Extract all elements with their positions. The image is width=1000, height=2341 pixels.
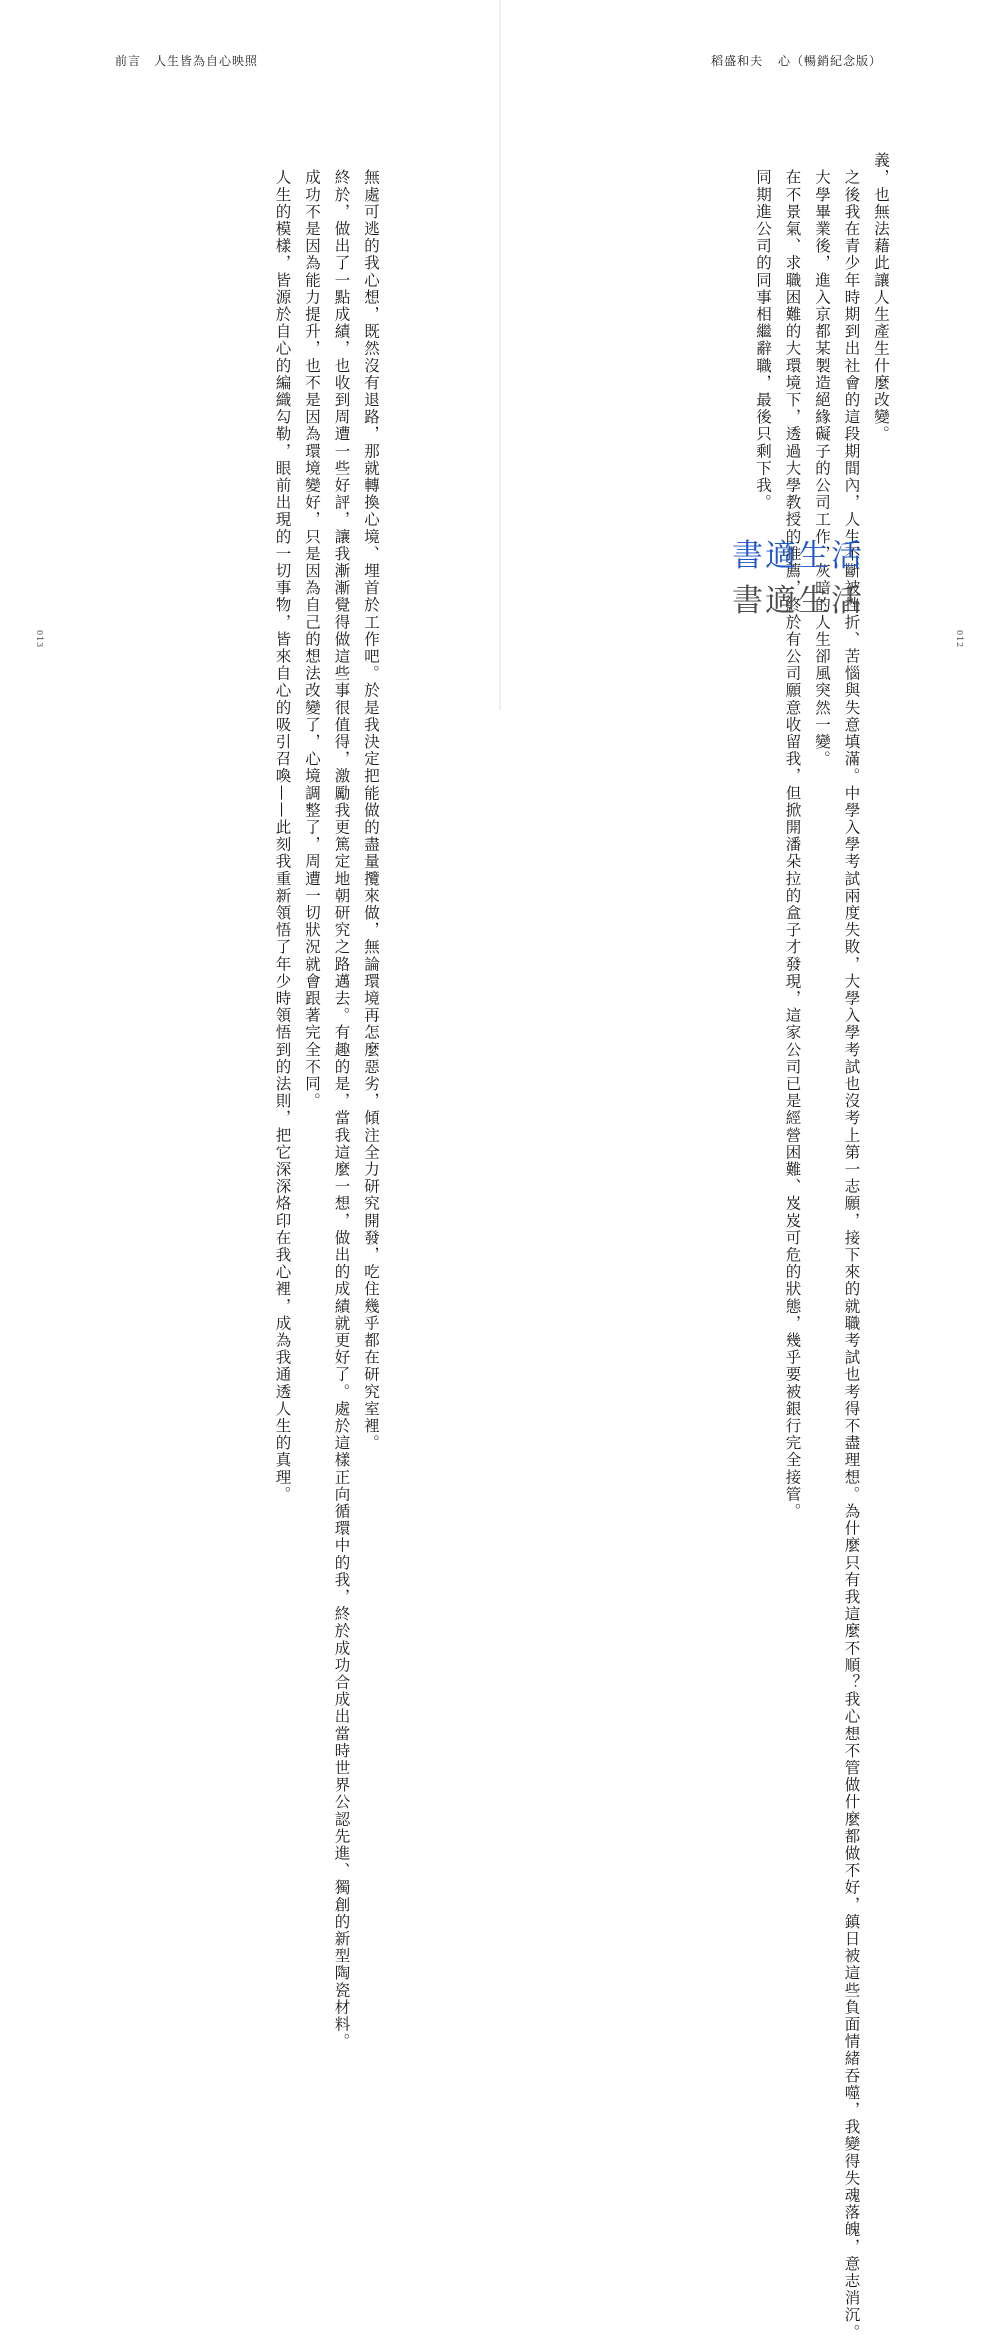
paragraph: 大學畢業後，進入京都某製造絕緣礙子的公司工作，灰暗的人生卻風突然一變。 <box>813 152 831 768</box>
paragraph: 人生的模樣，皆源於自心的編織勾勒，眼前出現的一切事物，皆來自心的吸引召喚——此刻我重新領悟了年少時領悟到的法則，把它深深烙印在我心裡，成為我通透人生的真理。 <box>273 152 292 1503</box>
paragraph: 同期進公司的同事相繼辭職，最後只剩下我。 <box>754 152 772 512</box>
paragraph: 在不景氣、求職困難的大環境下，透過大學教授的推薦，終於有公司願意收留我，但掀開潘朵拉的盒子才發現，這家公司已是經營困難、岌岌可危的狀態，幾乎要被銀行完全接管。 <box>783 152 802 1520</box>
right-page-number: 012 <box>955 630 964 649</box>
watermark-gray: 書適生活 <box>732 583 864 619</box>
page-fold <box>499 0 501 710</box>
paragraph: 成功不是因為能力提升，也不是因為環境變好，只是因為自己的想法改變了，心境調整了，周遭一切狀況就會跟著完全不同。 <box>303 152 321 1110</box>
paragraph: 義，也無法藉此讓人生產生什麼改變。 <box>872 152 890 443</box>
paragraph: 無處可逃的我心想，既然沒有退路，那就轉換心境、埋首於工作吧。於是我決定把能做的盡量攬來做，無論環境再怎麼惡劣，傾注全力研究開發，吃住幾乎都在研究室裡。 <box>362 152 380 1452</box>
right-running-head <box>711 52 882 69</box>
book-title: 心（暢銷紀念版） <box>777 54 882 68</box>
paragraph: 終於，做出了一點成績，也收到周遭一些好評，讓我漸漸覺得做這些事很值得，激勵我更篤定地朝研究之路邁去。有趣的是，當我這麼一想，做出的成績就更好了。處於這樣正向循環中的我，終於成功合成出當時世界公認先進、獨創的新型陶瓷材料。 <box>332 152 351 2051</box>
left-running-head <box>115 52 258 69</box>
author-name: 稻盛和夫 <box>711 54 764 68</box>
watermark-blue: 書適生活 <box>732 538 864 574</box>
left-page-number: 013 <box>35 630 44 649</box>
paragraph: 之後我在青少年時期到出社會的這段期間內，人生不斷被挫折、苦惱與失意填滿。中學入學考試兩度失敗，大學入學考試也沒考上第一志願，接下來的就職考試也考得不盡理想。為什麼只有我這麼不順？我心想不管做什麼都做不好，鎮日被這些負面情緒吞噬，我變得失魂落魄，意志消沉。 <box>842 152 861 2341</box>
left-page-text <box>110 152 385 2051</box>
chapter-title: 前言 人生皆為自心映照 <box>115 54 259 68</box>
